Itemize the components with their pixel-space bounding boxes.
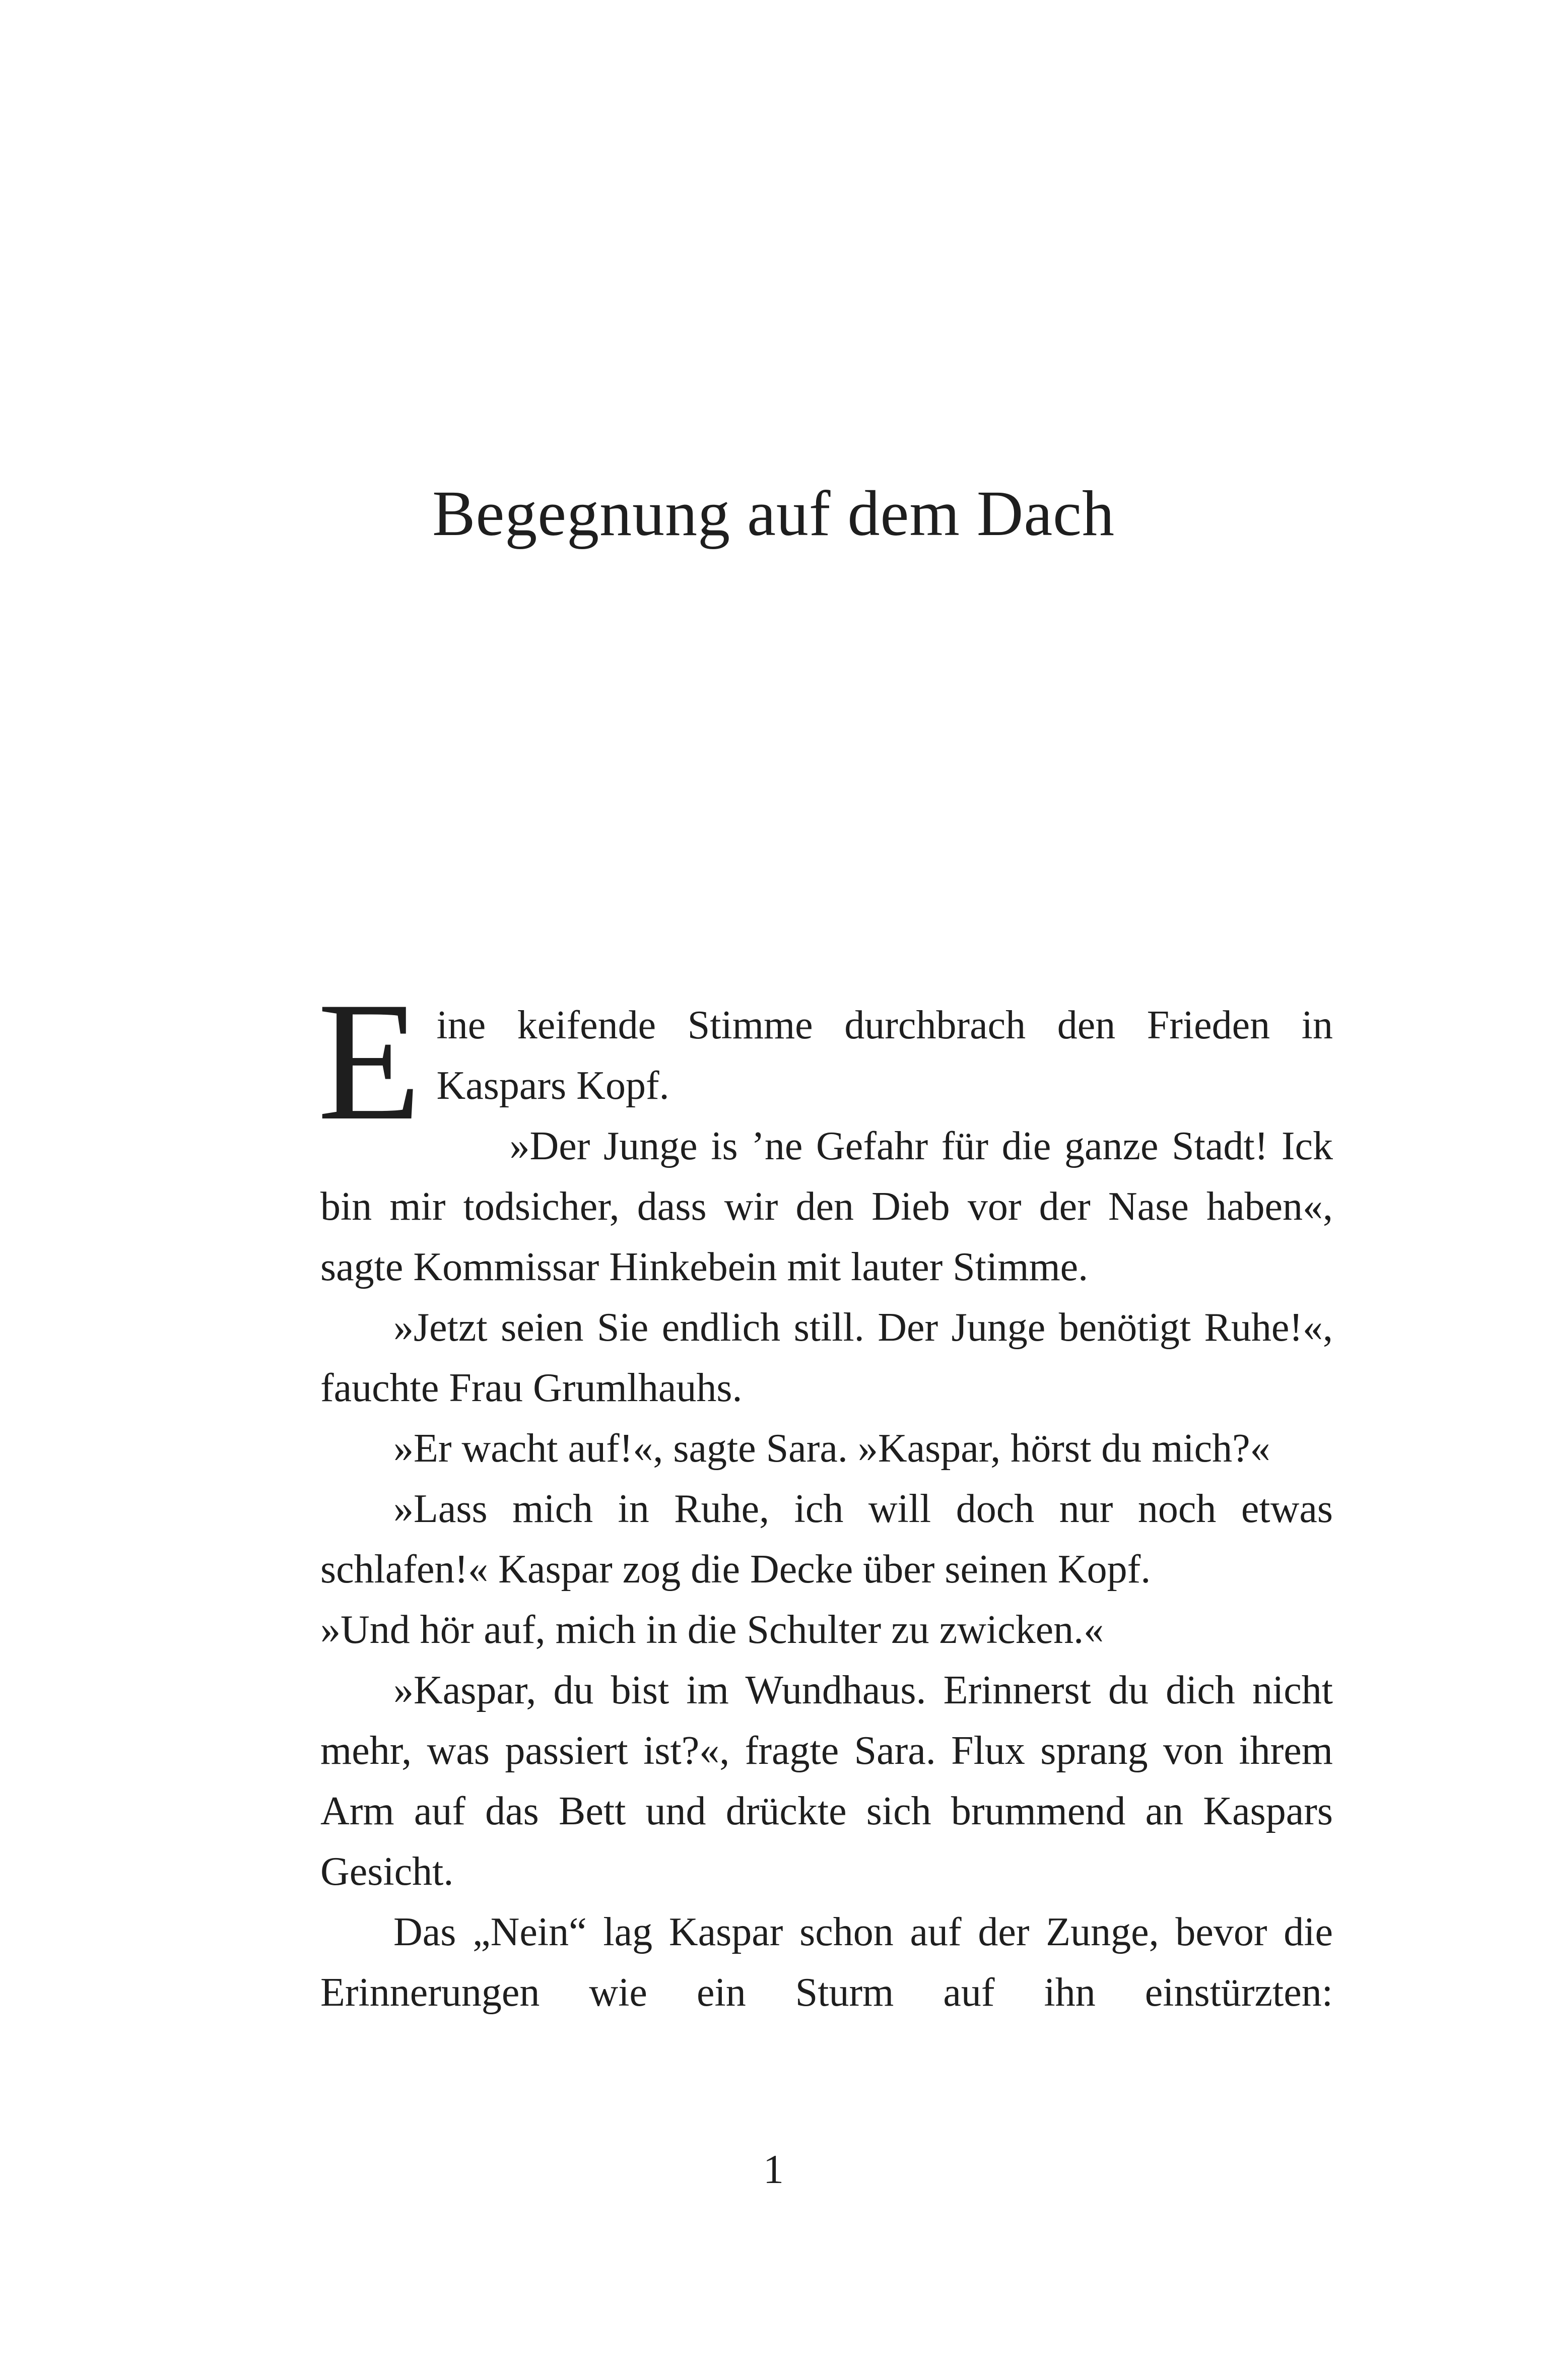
paragraph: »Lass mich in Ruhe, ich will doch nur noch etwas schlafen!« Kaspar zog die Decke über seinen Kopf.: [320, 1487, 1333, 1592]
paragraph: »Kaspar, du bist im Wundhaus. Erinnerst du dich nicht mehr, was passiert ist?«, fragte Sara. Flux sprang von ihrem Arm auf das Bett und drückte sich brummend an Kaspars Gesicht.: [320, 1668, 1333, 1894]
paragraph-opening: [317, 967, 1333, 1156]
chapter-body: [317, 967, 1333, 2023]
paragraph: »Der Junge is ’ne Gefahr für die ganze Stadt! Ick bin mir todsicher, dass wir den Dieb vor der Nase haben«, sagte Kommissar Hinkebein mit lauter Stimme.: [320, 1124, 1333, 1289]
page-number: 1: [763, 2146, 784, 2192]
paragraph: Das „Nein“ lag Kaspar schon auf der Zunge, bevor die Erinnerungen wie ein Sturm auf ihn einstürzten:: [320, 1910, 1333, 2015]
paragraph-opening-text: ine keifende Stimme durchbrach den Frieden in Kaspars Kopf.: [436, 1003, 1333, 1108]
paragraph: »Er wacht auf!«, sagte Sara. »Kaspar, hörst du mich?«: [393, 1426, 1270, 1471]
paragraph: »Und hör auf, mich in die Schulter zu zwicken.«: [320, 1608, 1104, 1652]
drop-cap: E: [317, 967, 422, 1156]
chapter-title: Begegnung auf dem Dach: [432, 478, 1115, 549]
paragraph: »Jetzt seien Sie endlich still. Der Junge benötigt Ruhe!«, fauchte Frau Grumlhauhs.: [320, 1305, 1333, 1410]
